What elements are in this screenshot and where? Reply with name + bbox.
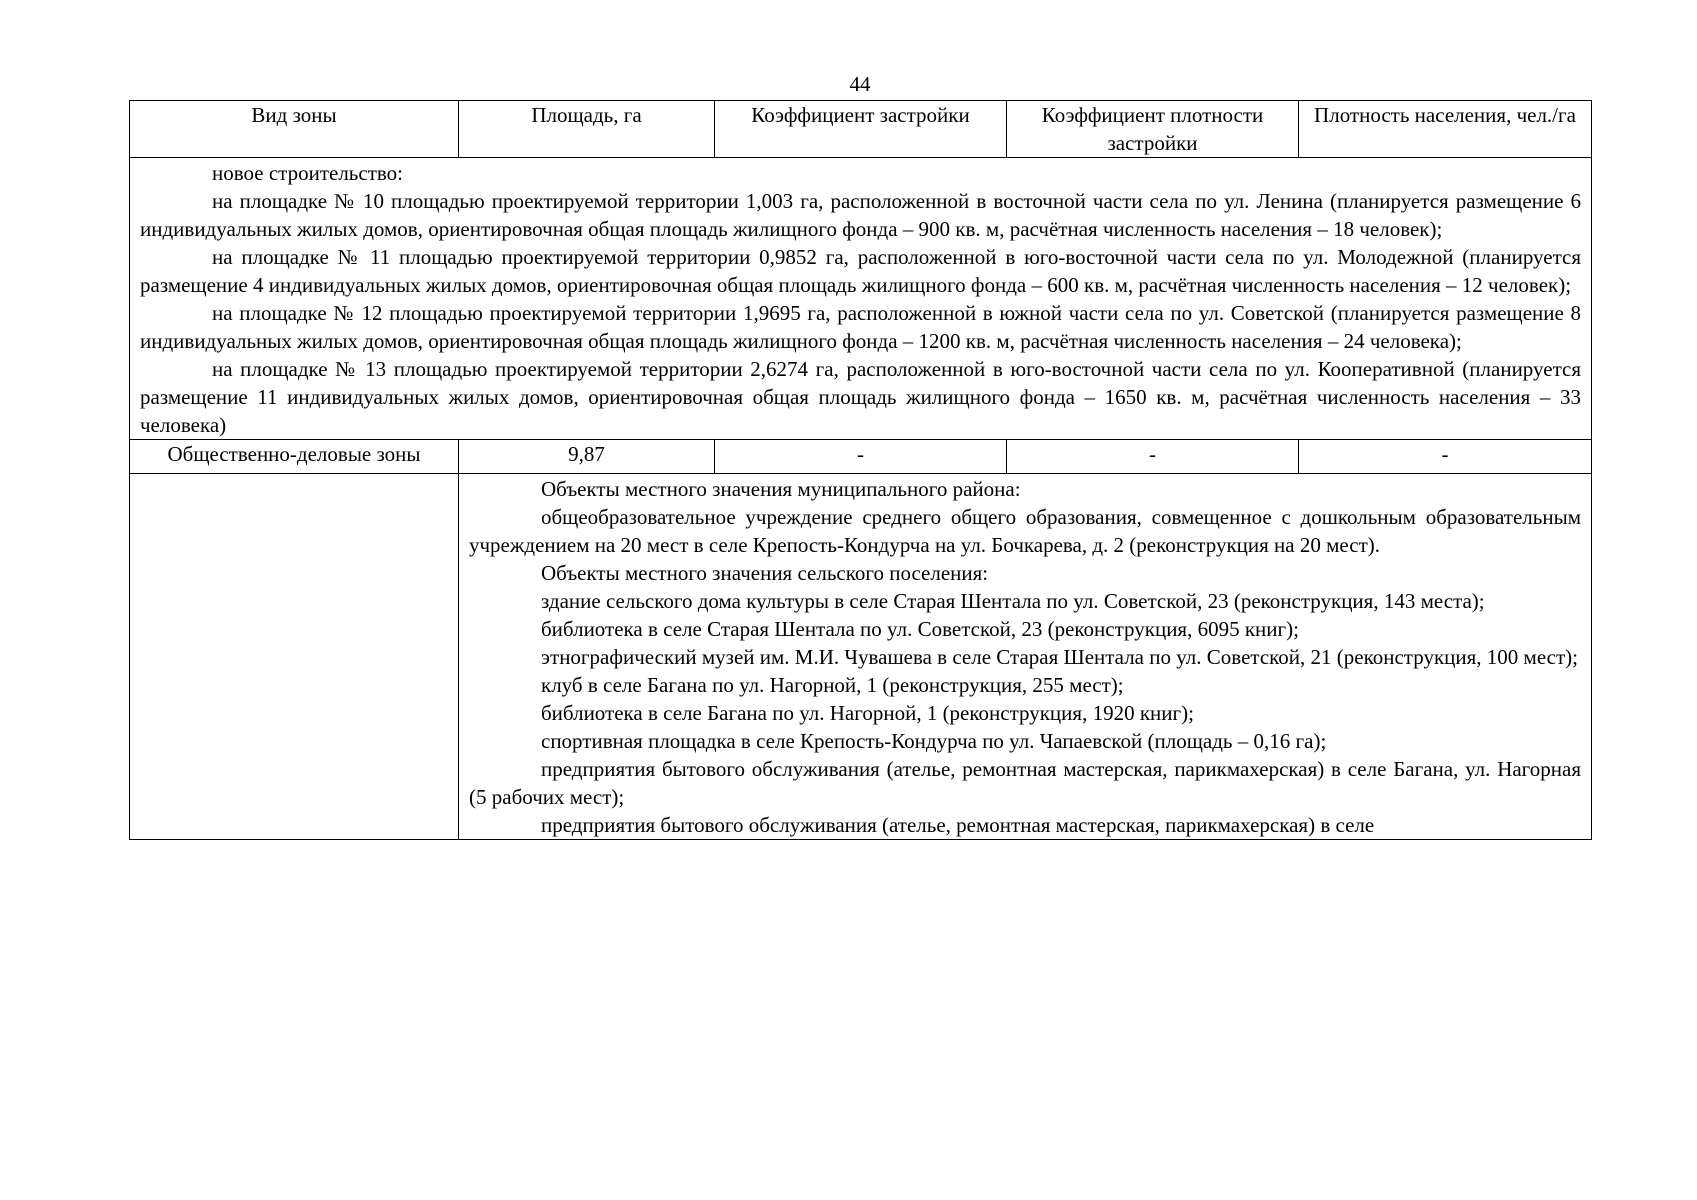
header-density-coef: Коэффициент плотности застройки (1007, 101, 1299, 158)
objects-paragraph: библиотека в селе Багана по ул. Нагорной, 1 (реконструкция, 1920 книг); (541, 701, 1194, 725)
objects-paragraph: общеобразовательное учреждение среднего общего образования, совмещенное с дошкольным образовательным учреждением на 20 мест в селе Крепость-Кондурча на ул. Бочкарева, д. 2 (реконструкция на 20 мест). (469, 505, 1581, 557)
site-11-paragraph: на площадке № 11 площадью проектируемой территории 0,9852 га, расположенной в юго-восточной части села по ул. Молодежной (планируется размещение 4 индивидуальных жилых домов, ориентировочная общая площадь жилищного фонда – 600 кв. м, расчётная численность населения – 12 человек); (140, 245, 1581, 297)
build-coef-cell: - (715, 440, 1007, 474)
header-row (130, 101, 1592, 158)
objects-paragraph: Объекты местного значения сельского поселения: (541, 561, 989, 585)
new-construction-intro: новое строительство: (212, 161, 403, 185)
objects-row (130, 474, 1592, 840)
objects-paragraph: предприятия бытового обслуживания (ателье, ремонтная мастерская, парикмахерская) в селе (541, 813, 1375, 837)
header-zone-type: Вид зоны (130, 101, 459, 158)
objects-cell (459, 474, 1592, 840)
page-number: 44 (849, 72, 871, 96)
new-construction-cell (130, 158, 1592, 440)
objects-paragraph: спортивная площадка в селе Крепость-Кондурча по ул. Чапаевской (площадь – 0,16 га); (541, 729, 1327, 753)
pop-density-cell: - (1299, 440, 1592, 474)
zone-name-cell: Общественно-деловые зоны (130, 440, 459, 474)
objects-paragraph: клуб в селе Багана по ул. Нагорной, 1 (реконструкция, 255 мест); (541, 673, 1124, 697)
objects-paragraph: здание сельского дома культуры в селе Старая Шентала по ул. Советской, 23 (реконструкция, 143 места); (541, 589, 1485, 613)
density-coef-cell: - (1007, 440, 1299, 474)
header-area: Площадь, га (459, 101, 715, 158)
header-pop-density: Плотность населения, чел./га (1299, 101, 1592, 158)
new-construction-row (130, 158, 1592, 440)
objects-paragraph: Объекты местного значения муниципального района: (541, 477, 1021, 501)
site-13-paragraph: на площадке № 13 площадью проектируемой территории 2,6274 га, расположенной в юго-восточной части села по ул. Кооперативной (планируется размещение 11 индивидуальных жилых домов, ориентировочная общая площадь жилищного фонда – 1650 кв. м, расчётная численность населения – 33 человека) (140, 357, 1581, 437)
zones-table (129, 100, 1592, 840)
objects-paragraph: этнографический музей им. М.И. Чувашева в селе Старая Шентала по ул. Советской, 21 (реконструкция, 100 мест); (541, 645, 1578, 669)
objects-paragraph: предприятия бытового обслуживания (ателье, ремонтная мастерская, парикмахерская) в селе Багана, ул. Нагорная (5 рабочих мест); (469, 757, 1581, 809)
public-business-row (130, 440, 1592, 474)
site-10-paragraph: на площадке № 10 площадью проектируемой территории 1,003 га, расположенной в восточной части села по ул. Ленина (планируется размещение 6 индивидуальных жилых домов, ориентировочная общая площадь жилищного фонда – 900 кв. м, расчётная численность населения – 18 человек); (140, 189, 1581, 241)
objects-empty-cell (130, 474, 459, 840)
objects-paragraph: библиотека в селе Старая Шентала по ул. Советской, 23 (реконструкция, 6095 книг); (541, 617, 1299, 641)
header-build-coef: Коэффициент застройки (715, 101, 1007, 158)
site-12-paragraph: на площадке № 12 площадью проектируемой территории 1,9695 га, расположенной в южной части села по ул. Советской (планируется размещение 8 индивидуальных жилых домов, ориентировочная общая площадь жилищного фонда – 1200 кв. м, расчётная численность населения – 24 человека); (140, 301, 1581, 353)
area-cell: 9,87 (459, 440, 715, 474)
